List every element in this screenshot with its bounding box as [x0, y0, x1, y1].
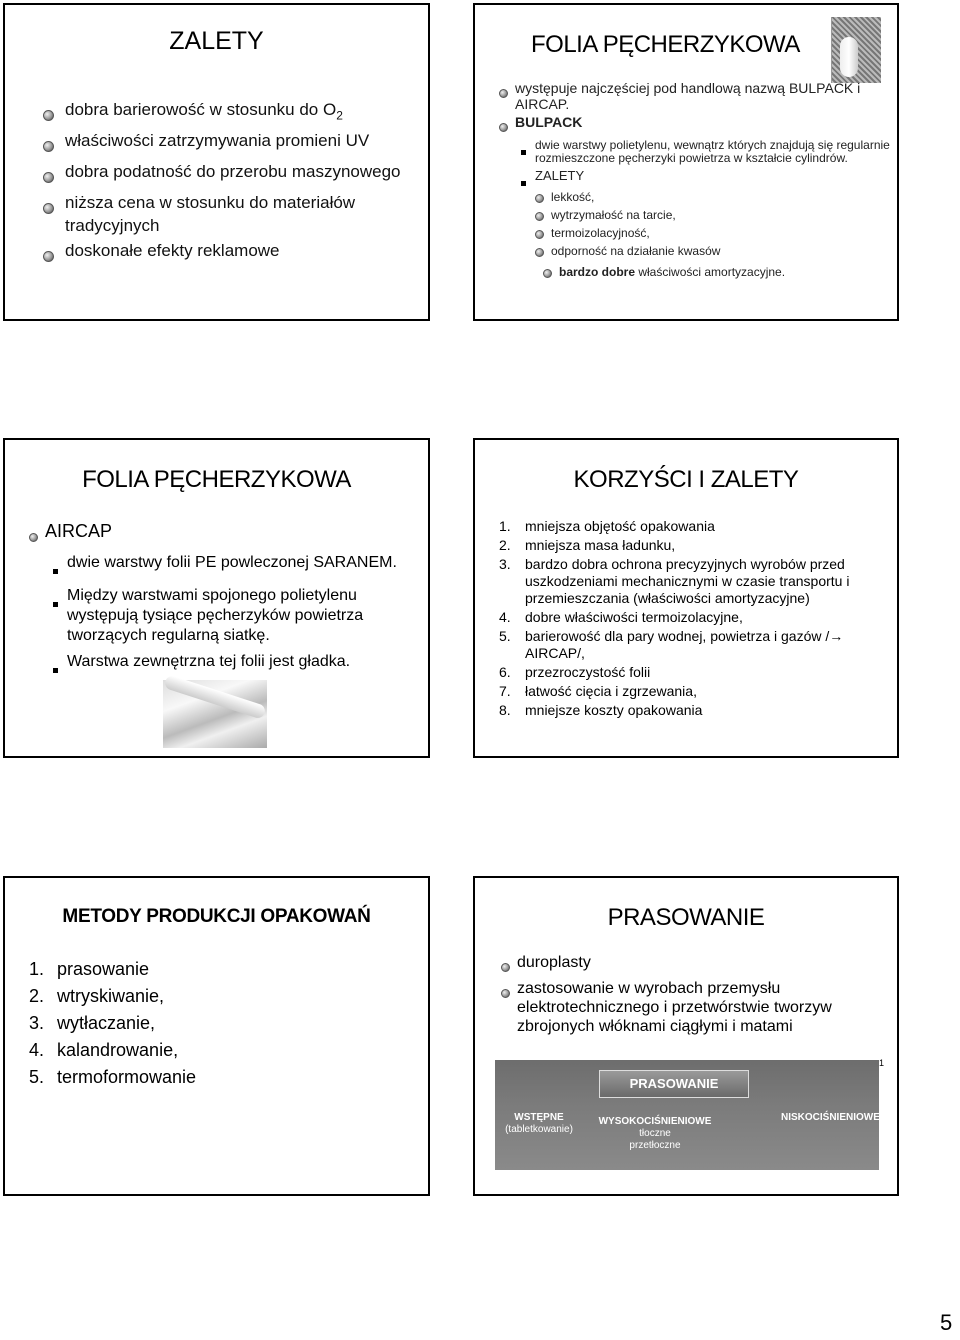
- list-number: 1.: [29, 959, 45, 979]
- square-bullet-icon: [53, 602, 58, 607]
- square-bullet-icon: [521, 181, 526, 186]
- slide-zalety: [3, 3, 430, 321]
- list-item: [53, 553, 421, 580]
- list-item: [535, 227, 891, 242]
- list-item: [499, 683, 891, 700]
- slide-title: ZALETY: [169, 27, 264, 55]
- slide-title: METODY PRODUKCJI OPAKOWAŃ: [62, 906, 371, 927]
- bubble-wrap-photo: [831, 17, 881, 83]
- list-item: [499, 537, 891, 554]
- slide-body: [29, 520, 421, 679]
- list-item-text: barierowość dla pary wodnej, powietrza i gazów /→ AIRCAP/,: [525, 628, 844, 661]
- diagram-node-sublabel: tłoczne: [639, 1128, 671, 1139]
- list-item-text: termoformowanie: [57, 1067, 197, 1087]
- bullet-icon: [43, 172, 54, 183]
- advantages-list: [43, 98, 423, 270]
- list-item: [499, 80, 891, 112]
- zalety-item: właściwości amortyzacyjne.: [635, 265, 786, 279]
- aircap-label: AIRCAP: [45, 521, 113, 541]
- list-item: [499, 556, 891, 607]
- list-item: [535, 245, 891, 260]
- list-item-text: właściwości zatrzymywania promieni UV: [65, 131, 370, 151]
- bullet-icon: [43, 251, 54, 262]
- bullet-icon: [43, 110, 54, 121]
- bulpack-description: dwie warstwy polietylenu, wewnątrz których znajdują się regularnie rozmieszczone pęcherzyki powietrza w kształcie cylindrów.: [535, 138, 890, 165]
- bullet-icon: [43, 203, 54, 214]
- list-item-text: doskonałe efekty reklamowe: [65, 241, 280, 261]
- list-item: [499, 702, 891, 719]
- list-item: [499, 518, 891, 535]
- list-number: 2.: [499, 537, 511, 553]
- zalety-item: termoizolacyjność,: [551, 226, 650, 240]
- list-item-text: łatwość cięcia i zgrzewania,: [525, 683, 697, 699]
- list-item: [499, 114, 891, 135]
- zalety-label: ZALETY: [535, 168, 585, 183]
- zalety-item: wytrzymałość na tarcie,: [551, 208, 676, 222]
- list-item-text: Warstwa zewnętrzna tej folii jest gładka.: [67, 653, 351, 670]
- bullet-icon: [499, 123, 508, 132]
- list-item: [29, 1010, 196, 1037]
- list-item: [53, 652, 421, 679]
- list-item: [499, 664, 891, 681]
- list-item: [521, 169, 891, 188]
- list-item-text: wytłaczanie,: [57, 1013, 156, 1033]
- list-number: 3.: [499, 556, 511, 572]
- list-item: [29, 956, 196, 983]
- list-item-text: dobra barierowość w stosunku do O: [65, 100, 337, 119]
- list-item-text: Między warstwami spojonego polietylenu występują tysiące pęcherzyków powietrza tworzących regularną siatkę.: [67, 587, 364, 644]
- list-item: [499, 609, 891, 626]
- list-item-text: dobre właściwości termoizolacyjne,: [525, 609, 743, 625]
- diagram-node-label: NISKOCIŚNIENIOWE: [781, 1112, 880, 1123]
- list-item-text: wtryskiwanie,: [57, 986, 165, 1006]
- list-item: [501, 979, 881, 1036]
- slide-title: PRASOWANIE: [607, 904, 765, 931]
- bullet-icon: [535, 212, 544, 221]
- slide-body: [499, 80, 891, 281]
- list-number: 8.: [499, 702, 511, 718]
- list-item-text: dobra podatność do przerobu maszynowego: [65, 162, 401, 182]
- list-item: [29, 1064, 196, 1091]
- list-item: [535, 209, 891, 224]
- prasowanie-diagram: [495, 1060, 879, 1170]
- list-item: [501, 953, 881, 977]
- list-number: 4.: [499, 609, 511, 625]
- slide-body: [501, 953, 881, 1038]
- bubble-wrap-photo: [163, 680, 267, 748]
- list-number: 1.: [499, 518, 511, 534]
- square-bullet-icon: [53, 668, 58, 673]
- list-item: [535, 191, 891, 206]
- diagram-node-wysokocisnieniowe: [595, 1116, 715, 1152]
- bullet-icon: [501, 963, 510, 972]
- list-item-text: mniejsza objętość opakowania: [525, 518, 715, 534]
- list-item: [43, 160, 423, 189]
- list-item: [43, 98, 423, 127]
- list-number: 2.: [29, 986, 45, 1006]
- subscript: 2: [336, 108, 343, 123]
- list-item: [43, 129, 423, 158]
- intro-text: występuje najczęściej pod handlową nazwą BULPACK i AIRCAP.: [515, 80, 861, 112]
- list-item: [29, 1037, 196, 1064]
- list-item-text: niższa cena w stosunku do materiałów tradycyjnych: [65, 193, 356, 236]
- list-item: [53, 586, 421, 646]
- list-number: 4.: [29, 1040, 45, 1060]
- diagram-node-sublabel: (tabletkowanie): [505, 1124, 573, 1135]
- list-item-text: dwie warstwy folii PE powleczonej SARANEM.: [67, 554, 397, 571]
- square-bullet-icon: [53, 569, 58, 574]
- list-item-text: duroplasty: [517, 954, 591, 971]
- slide-title: KORZYŚCI I ZALETY: [573, 466, 799, 493]
- corner-mark: 1: [879, 1058, 885, 1068]
- square-bullet-icon: [521, 150, 526, 155]
- diagram-node-label: WSTĘPNE: [514, 1112, 564, 1123]
- zalety-item: odporność na działanie kwasów: [551, 244, 721, 258]
- list-item-text: prasowanie: [57, 959, 150, 979]
- page-number: 5: [940, 1310, 953, 1335]
- bullet-icon: [499, 89, 508, 98]
- list-item: [521, 139, 891, 165]
- list-item-text: bardzo dobra ochrona precyzyjnych wyrobów przed uszkodzeniami mechanicznymi w czasie transportu i przemieszczania (właściwości amortyzacyjne): [525, 556, 850, 606]
- bullet-icon: [535, 248, 544, 257]
- list-item: [43, 239, 423, 268]
- diagram-node-niskocisnieniowe: [781, 1112, 880, 1124]
- list-number: 3.: [29, 1013, 45, 1033]
- benefits-list: [499, 518, 891, 721]
- methods-list: [29, 956, 196, 1091]
- slide-folia-pecherzykowa-2: [3, 438, 430, 758]
- list-item-text: kalandrowanie,: [57, 1040, 179, 1060]
- list-number: 7.: [499, 683, 511, 699]
- slide-prasowanie: [473, 876, 899, 1196]
- list-item: [499, 628, 891, 662]
- bullet-icon: [29, 533, 38, 542]
- list-item: [543, 266, 891, 281]
- diagram-node-wstepne: [499, 1112, 579, 1136]
- bullet-icon: [543, 269, 552, 278]
- list-item: [43, 191, 423, 237]
- diagram-node-label: WYSOKOCIŚNIENIOWE: [598, 1116, 712, 1127]
- diagram-node-sublabel: przetłoczne: [629, 1140, 681, 1151]
- bullet-icon: [501, 989, 510, 998]
- list-item: [29, 983, 196, 1010]
- list-item-text: zastosowanie w wyrobach przemysłu elektrotechnicznego i przetwórstwie tworzyw zbrojonych włóknami ciągłymi i matami: [517, 980, 832, 1035]
- list-item-text: mniejsze koszty opakowania: [525, 702, 703, 718]
- list-item-text: przezroczystość folii: [525, 664, 651, 680]
- diagram-root-box: PRASOWANIE: [599, 1070, 749, 1098]
- slide-folia-pecherzykowa-1: [473, 3, 899, 321]
- list-item-text: mniejsza masa ładunku,: [525, 537, 676, 553]
- bullet-icon: [43, 141, 54, 152]
- slide-korzysci-i-zalety: [473, 438, 899, 758]
- bulpack-label: BULPACK: [515, 114, 583, 130]
- bullet-icon: [535, 194, 544, 203]
- bullet-icon: [535, 230, 544, 239]
- slide-title: FOLIA PĘCHERZYKOWA: [82, 466, 351, 493]
- list-number: 6.: [499, 664, 511, 680]
- slide-title: FOLIA PĘCHERZYKOWA: [531, 31, 800, 58]
- zalety-item: lekkość,: [551, 190, 595, 204]
- list-number: 5.: [499, 628, 511, 644]
- list-item: [29, 520, 421, 547]
- list-number: 5.: [29, 1067, 45, 1087]
- slide-metody-produkcji: [3, 876, 430, 1196]
- emphasis-text: bardzo dobre: [559, 265, 636, 279]
